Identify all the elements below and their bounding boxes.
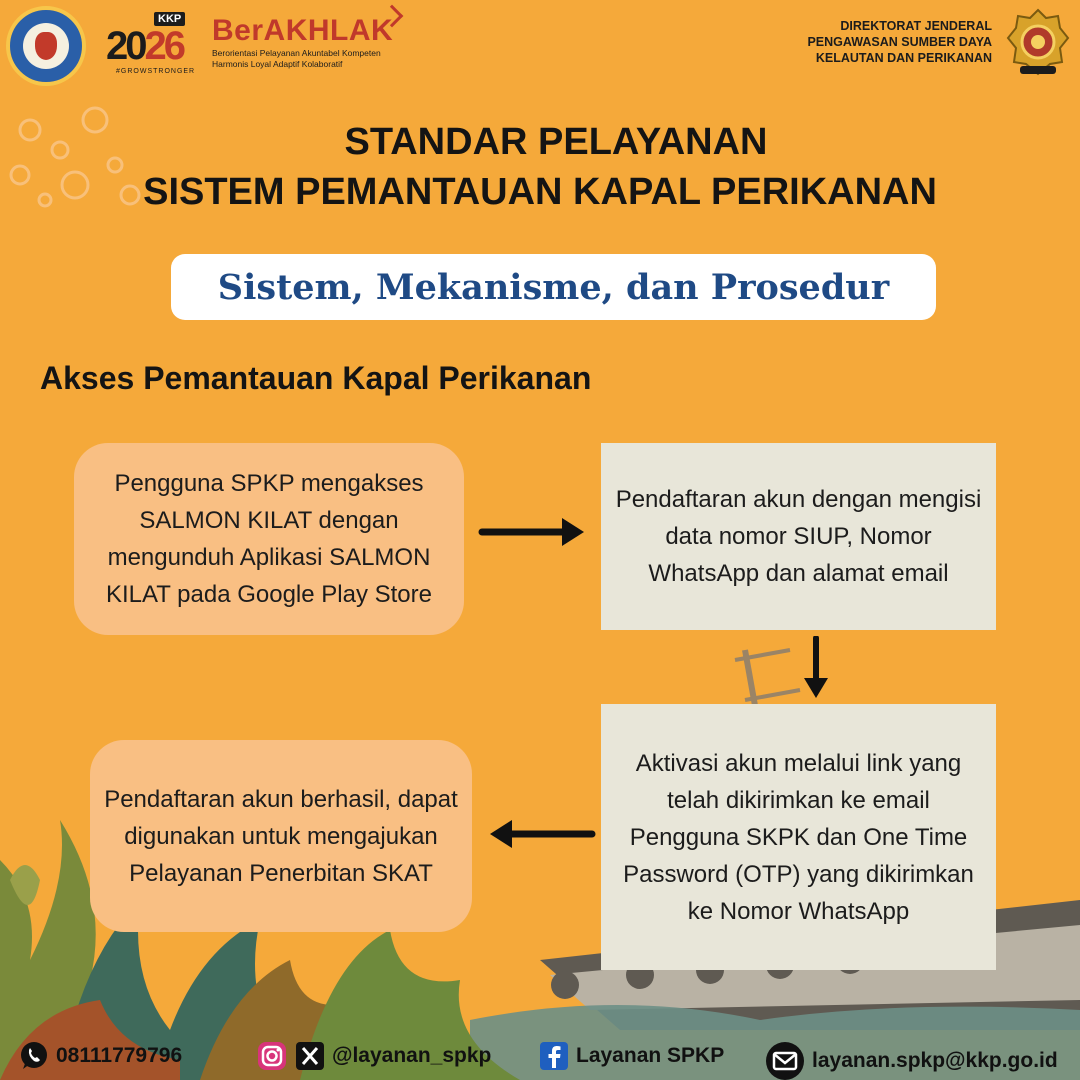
psdkp-emblem-icon: [1006, 8, 1070, 80]
flow-step-2: [601, 443, 996, 630]
year-2026: [106, 24, 183, 69]
directorate-name: [807, 18, 992, 66]
kkp-2026-logo: [106, 12, 200, 76]
flow-step-3: [601, 704, 996, 970]
whatsapp-number: 08111779796: [56, 1044, 183, 1067]
facebook-name: Layanan SPKP: [576, 1044, 725, 1067]
footer-whatsapp[interactable]: [18, 1040, 182, 1072]
flow-step-1: [74, 443, 464, 635]
arrow-right-icon: [478, 512, 590, 552]
subtitle-banner: [171, 254, 936, 320]
contact-footer: [0, 1030, 1080, 1080]
flow-step-2-text: Pendaftaran akun dengan mengisi data nomor SIUP, Nomor WhatsApp dan alamat email: [615, 486, 982, 587]
berakhlak-logo: [212, 14, 393, 70]
berakhlak-brand: BerAKHLAK: [212, 14, 394, 47]
email-address: layanan.spkp@kkp.go.id: [812, 1049, 1058, 1072]
year-prefix: 20: [106, 24, 145, 68]
page-title-line2: SISTEM PEMANTAUAN KAPAL PERIKANAN: [143, 171, 937, 213]
directorate-line3: KELAUTAN DAN PERIKANAN: [815, 51, 992, 65]
footer-social[interactable]: [256, 1040, 491, 1072]
instagram-icon: [256, 1040, 288, 1072]
whatsapp-icon: [18, 1040, 50, 1072]
garuda-icon: [35, 32, 57, 60]
directorate-line1: DIREKTORAT JENDERAL: [840, 19, 992, 33]
facebook-icon: [538, 1040, 570, 1072]
kkp-badge: KKP: [154, 12, 185, 26]
kkp-garuda-emblem-icon: [23, 23, 69, 69]
footer-email[interactable]: [764, 1040, 1058, 1080]
arrow-left-icon: [484, 814, 596, 854]
kkp-logo: [6, 6, 86, 86]
grow-stronger-tagline: #GROWSTRONGER: [116, 68, 196, 75]
page-title-line1: STANDAR PELAYANAN: [344, 121, 768, 163]
social-handle: @layanan_spkp: [332, 1044, 492, 1067]
directorate-line2: PENGAWASAN SUMBER DAYA: [807, 35, 992, 49]
flow-step-4-text: Pendaftaran akun berhasil, dapat digunakan untuk mengajukan Pelayanan Penerbitan SKAT: [104, 785, 458, 887]
mail-icon: [764, 1040, 806, 1080]
subtitle-text: Sistem, Mekanisme, dan Prosedur: [217, 266, 890, 308]
footer-facebook[interactable]: [538, 1040, 724, 1072]
flow-step-1-text: Pengguna SPKP mengakses SALMON KILAT dengan mengunduh Aplikasi SALMON KILAT pada Google Play Store: [106, 470, 432, 608]
x-icon: [294, 1040, 326, 1072]
flow-step-4: [90, 740, 472, 932]
berakhlak-line1: Berorientasi Pelayanan Akuntabel Kompeten: [212, 48, 381, 58]
berakhlak-line2: Harmonis Loyal Adaptif Kolaboratif: [212, 59, 343, 69]
year-suffix: 26: [144, 24, 183, 68]
section-heading: Akses Pemantauan Kapal Perikanan: [40, 360, 592, 396]
arrow-down-icon: [800, 636, 832, 700]
flow-step-3-text: Aktivasi akun melalui link yang telah dikirimkan ke email Pengguna SKPK dan One Time Password (OTP) yang dikirimkan ke Nomor WhatsApp: [623, 749, 974, 925]
